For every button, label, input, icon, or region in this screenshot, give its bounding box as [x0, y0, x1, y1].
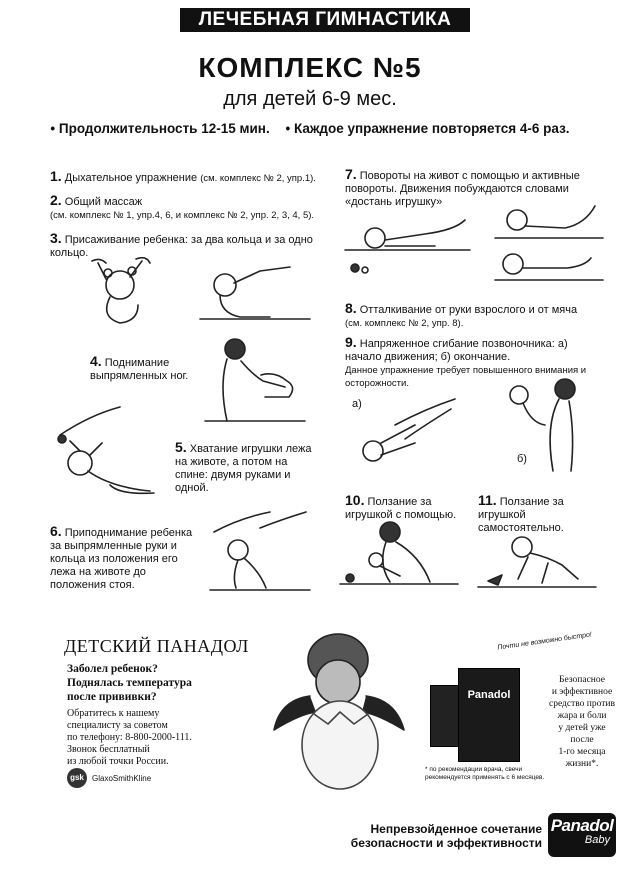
exercise-number: 3. [50, 230, 62, 246]
info-bullets [0, 121, 620, 136]
section-banner: ЛЕЧЕБНАЯ ГИМНАСТИКА [180, 8, 470, 32]
logo-sub: Baby [584, 834, 610, 846]
exercise-4 [90, 355, 200, 383]
label-a: а) [352, 398, 362, 410]
page-subtitle: для детей 6-9 мес. [223, 88, 397, 110]
exercise-4-illustration [205, 335, 305, 425]
exercise-number: 2. [50, 192, 62, 208]
contact-line: по телефону: 8-800-2000-111. [67, 732, 192, 743]
exercise-7-illustration-b [495, 198, 605, 288]
exercise-note: (см. комплекс № 2, упр.1). [200, 173, 316, 184]
exercise-text: Дыхательное упражнение [64, 172, 198, 184]
ad-footnote [425, 766, 544, 782]
exercise-text: Хватание игрушки лежа на животе, а потом на спине: двумя руками и одной. [175, 443, 312, 494]
product-box-label: Panadol [467, 689, 511, 701]
exercise-8 [345, 302, 605, 330]
exercise-number: 10. [345, 492, 365, 508]
ad-ribbon: Почти не возможно быстро! [496, 631, 593, 652]
exercise-11 [478, 494, 613, 535]
exercise-number: 9. [345, 334, 357, 350]
exercise-9-illustration-a [355, 395, 465, 470]
exercise-number: 7. [345, 166, 357, 182]
exercise-text: Ползание за игрушкой с помощью. [345, 496, 457, 521]
exercise-text: Отталкивание от руки взрослого и от мяча [359, 304, 578, 316]
footnote-line: рекомендуется применять с 6 месяцев. [425, 774, 545, 781]
exercise-7-illustration-a [345, 210, 475, 280]
ad-slogan [330, 822, 542, 850]
exercise-6 [50, 525, 200, 592]
logo-main: Panadol [550, 816, 614, 835]
contact-line: специалисту за советом [67, 720, 168, 731]
exercise-number: 5. [175, 439, 187, 455]
right-text-line: средство против [549, 699, 615, 709]
gsk-name: GlaxoSmithKline [92, 774, 152, 783]
page-title: КОМПЛЕКС №5 [198, 52, 422, 83]
exercise-text: Общий массаж [64, 196, 143, 208]
exercise-number: 1. [50, 168, 62, 184]
ad-question: после прививки? [67, 691, 157, 703]
exercise-note: Данное упражнение требует повышенного внимания и осторожности. [345, 365, 587, 389]
exercise-number: 8. [345, 300, 357, 316]
duration-bullet: • Продолжительность 12-15 мин. [50, 121, 270, 136]
exercise-text: Присаживание ребенка: за два кольца и за одно кольцо. [50, 234, 313, 259]
exercise-text: Поднимание выпрямленных ног. [90, 357, 189, 382]
baby-egg-illustration [270, 630, 410, 790]
right-text-line: у детей уже после [558, 723, 606, 745]
exercise-10-illustration [340, 520, 460, 590]
exercise-5-illustration [50, 405, 160, 500]
contact-line: Обратитесь к нашему [67, 708, 160, 719]
exercise-number: 6. [50, 523, 62, 539]
exercise-text: Напряженное сгибание позвоночника: а) начало движения; б) окончание. [345, 338, 568, 363]
slogan-line: безопасности и эффективности [350, 836, 542, 850]
footnote-line: * по рекомендации врача, свечи [425, 766, 523, 773]
panadol-logo [548, 813, 616, 857]
exercise-3-illustration-a [80, 255, 170, 330]
exercise-5 [175, 441, 320, 495]
ad-brand: ДЕТСКИЙ ПАНАДОЛ [64, 636, 249, 656]
exercise-text: Ползание за игрушкой самостоятельно. [478, 496, 564, 534]
exercise-1 [50, 170, 330, 185]
right-text-line: жизни*. [565, 759, 599, 769]
exercise-6-illustration [210, 510, 310, 595]
exercise-note: (см. комплекс № 2, упр. 8). [345, 318, 464, 329]
exercise-2 [50, 194, 330, 222]
repeat-bullet: • Каждое упражнение повторяется 4-6 раз. [285, 121, 570, 136]
exercise-text: Повороты на живот с помощью и активные повороты. Движения побуждаются словами «достань игрушку» [345, 170, 580, 208]
slogan-line: Непревзойденное сочетание [370, 822, 542, 836]
right-text-line: жара и боли [557, 711, 607, 721]
right-text-line: и эффективное [551, 687, 613, 697]
exercise-note: (см. комплекс № 1, упр.4, 6, и комплекс № 2, упр. 2, 3, 4, 5). [50, 210, 315, 221]
exercise-text: Приподнимание ребенка за выпрямленные руки и кольца из положения его лежа на животе до положения стоя. [50, 527, 193, 591]
contact-line: Звонок бесплатный [67, 744, 150, 755]
ad-contact [67, 708, 192, 768]
product-box [458, 668, 520, 762]
exercise-number: 4. [90, 353, 102, 369]
exercise-3-illustration-b [200, 265, 310, 325]
ad-question: Поднялась температура [67, 677, 192, 689]
exercise-10 [345, 494, 470, 522]
right-text-line: 1-го месяца [558, 747, 606, 757]
ad-right-text [547, 674, 617, 770]
label-b: б) [517, 453, 527, 465]
exercise-number: 11. [478, 492, 497, 508]
ad-questions [67, 662, 192, 704]
contact-line: из любой точки России. [67, 756, 169, 767]
ad-question: Заболел ребенок? [67, 663, 158, 675]
right-text-line: Безопасное [559, 675, 605, 685]
exercise-11-illustration [478, 535, 598, 595]
gsk-logo: gsk [67, 768, 87, 788]
